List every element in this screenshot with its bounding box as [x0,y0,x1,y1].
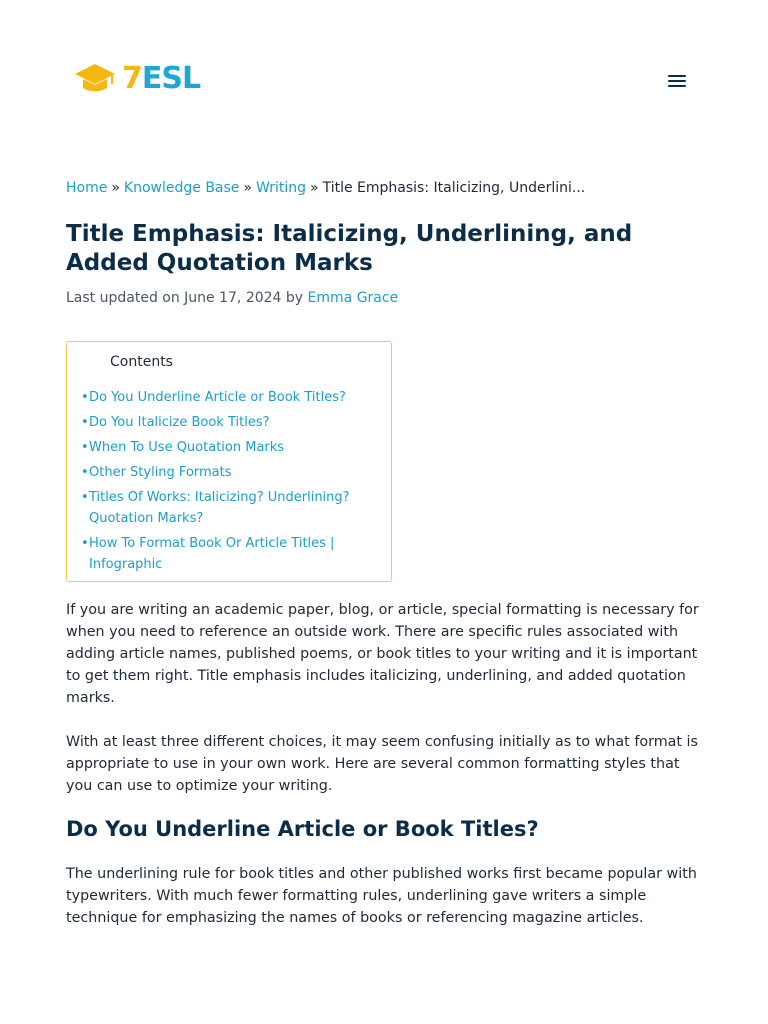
table-of-contents [66,341,392,582]
graduation-cap-icon [74,62,116,96]
logo-text-prefix: 7 [122,61,142,96]
bullet-icon: • [81,465,89,480]
body-paragraph: The underlining rule for book titles and other published works first became popular with typewriters. With much fewer formatting rules, underlining gave writers a simple technique for emphasizing the names of books or referencing magazine articles. [66,866,697,926]
breadcrumb-current: Title Emphasis: Italicizing, Underlini... [322,180,586,196]
toc-item [81,437,371,458]
breadcrumb-home[interactable]: Home [66,180,108,196]
article-meta [66,290,398,306]
meta-label: Last updated on [66,290,180,306]
toc-item [81,487,371,529]
toc-link[interactable]: Other Styling Formats [89,465,232,480]
logo-text-suffix: ESL [141,61,201,96]
toc-link[interactable]: Do You Underline Article or Book Titles? [89,390,346,405]
site-header [0,0,768,160]
author-link[interactable]: Emma Grace [307,290,399,306]
breadcrumb-separator: » [310,180,319,196]
bullet-icon: • [81,440,89,455]
publish-date: June 17, 2024 [184,290,282,306]
breadcrumb [66,180,585,196]
breadcrumb-separator: » [243,180,252,196]
toc-list [81,387,371,579]
toc-item [81,533,371,575]
page-title: Title Emphasis: Italicizing, Underlining, and Added Quotation Marks [66,221,633,276]
toc-link[interactable]: How To Format Book Or Article Titles | Infographic [89,536,335,572]
bullet-icon: • [81,536,89,551]
hamburger-icon[interactable] [666,72,688,92]
logo-text [122,61,201,96]
toc-item [81,387,371,408]
breadcrumb-knowledge-base[interactable]: Knowledge Base [123,180,240,196]
site-logo[interactable] [74,62,200,96]
toc-link[interactable]: Titles Of Works: Italicizing? Underlining? Quotation Marks? [89,490,350,526]
bullet-icon: • [81,390,89,405]
toc-link[interactable]: When To Use Quotation Marks [89,440,285,455]
breadcrumb-writing[interactable]: Writing [256,180,306,196]
toc-item [81,462,371,483]
toc-title: Contents [110,354,173,370]
bullet-icon: • [81,415,89,430]
intro-paragraph: If you are writing an academic paper, blog, or article, special formatting is necessary for when you need to reference an outside work. There are specific rules associated with adding article names, published poems, or book titles to your writing and it is important to get them right. Title emphasis includes italicizing, underlining, and added quotation marks. [66,602,699,706]
section-heading: Do You Underline Article or Book Titles? [66,817,539,841]
breadcrumb-separator: » [111,180,120,196]
meta-by: by [285,290,304,306]
body-paragraph: With at least three different choices, it may seem confusing initially as to what format is appropriate to use in your own work. Here are several common formatting styles that you can use to optimize your writing. [66,734,698,794]
bullet-icon: • [81,490,89,505]
toc-link[interactable]: Do You Italicize Book Titles? [89,415,270,430]
toc-item [81,412,371,433]
